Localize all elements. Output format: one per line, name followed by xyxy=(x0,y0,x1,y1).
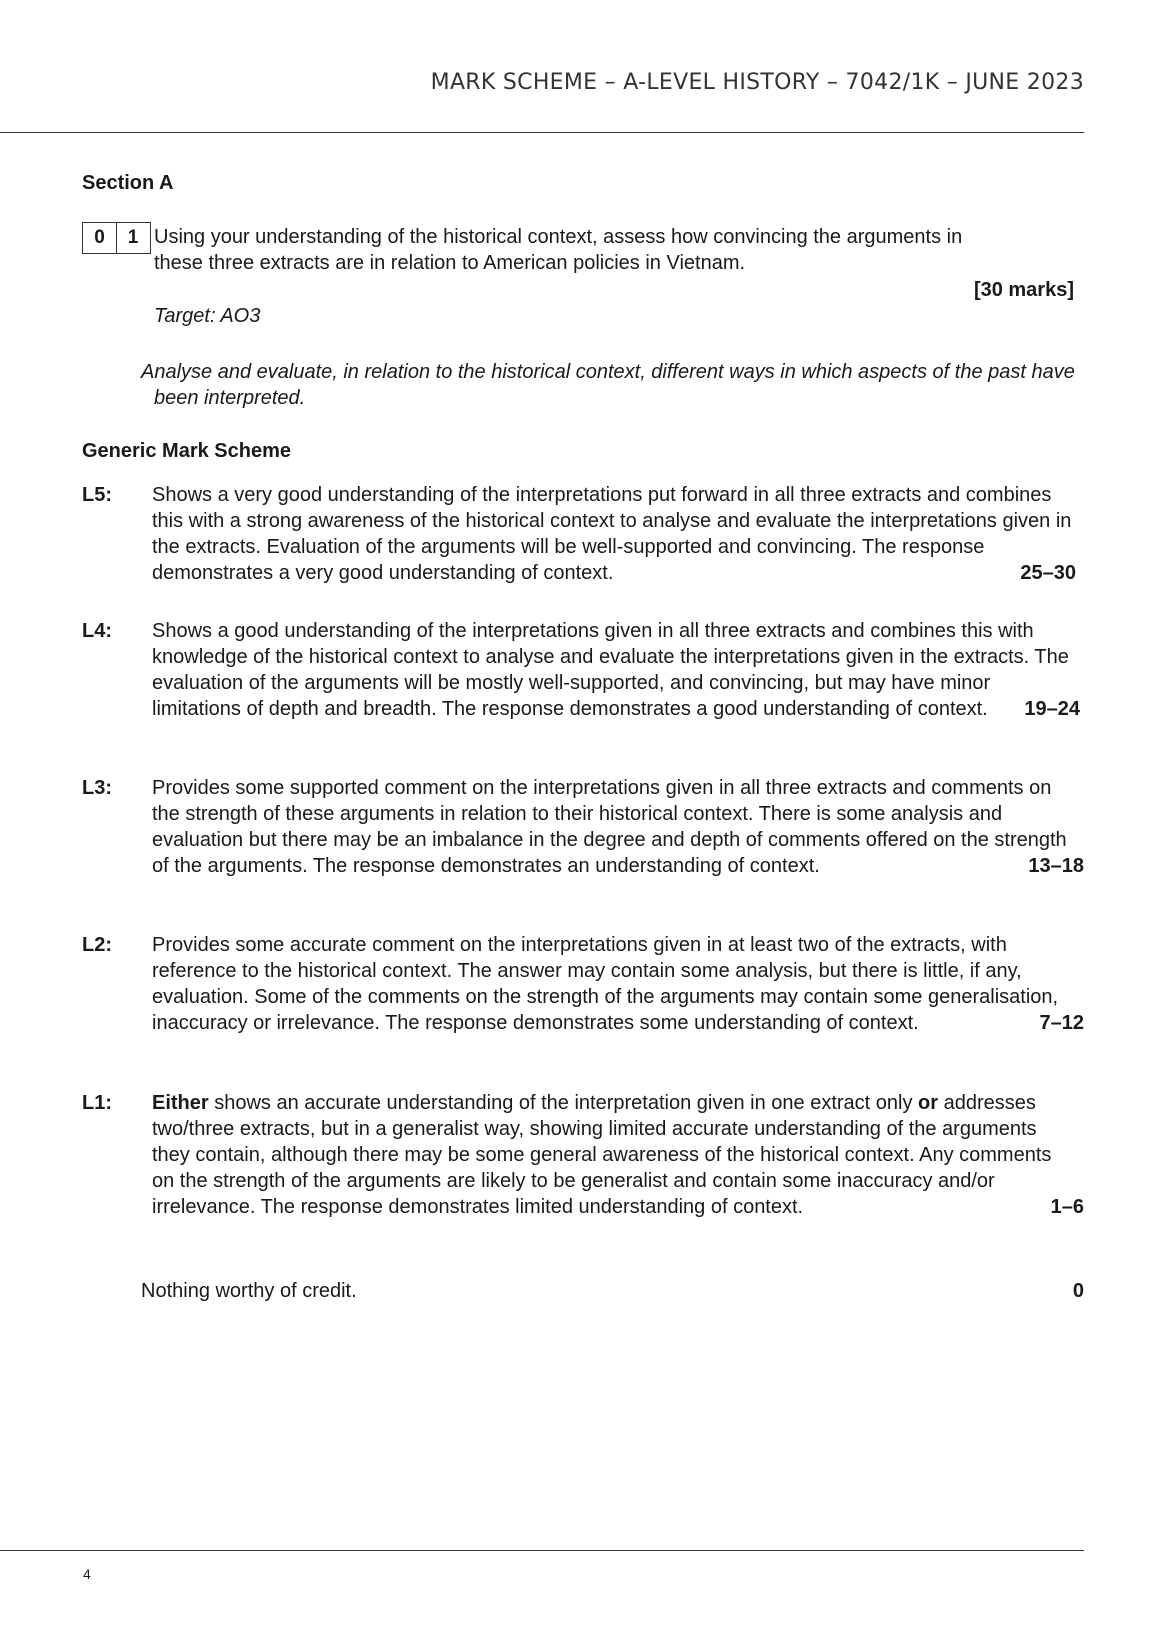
question-marks: [30 marks] xyxy=(973,279,1074,301)
level-2 xyxy=(82,932,1084,1036)
or-keyword: or xyxy=(918,1092,939,1114)
level-code: L5: xyxy=(82,484,112,506)
question-digit-2: 1 xyxy=(116,222,151,254)
level-description: Provides some supported comment on the interpretations given in all three extracts and comments on the strength of these arguments in relation to their historical context. There is some analysis and evaluation but there may be an imbalance in the degree and depth of comments offered on the strength of the arguments. The response demonstrates an understanding of context. xyxy=(152,777,1067,877)
level-description: Provides some accurate comment on the interpretations given in at least two of the extracts, with reference to the historical context. The answer may contain some analysis, but there is little, if any, evaluation. Some of the comments on the strength of the arguments may contain some generalisation, inaccuracy or irrelevance. The response demonstrates some understanding of context. xyxy=(152,934,1059,1034)
header-rule xyxy=(0,132,1084,133)
section-title: Section A xyxy=(82,172,174,194)
level-mark-range: 1–6 xyxy=(1050,1196,1084,1218)
level-mark-range: 25–30 xyxy=(1020,562,1076,584)
generic-mark-scheme-title: Generic Mark Scheme xyxy=(82,440,291,462)
ao-description: Analyse and evaluate, in relation to the historical context, different ways in which aspects of the past have been interpreted. xyxy=(141,361,1075,409)
level-3 xyxy=(82,775,1084,879)
assessment-target: Target: AO3 xyxy=(154,305,261,327)
level-description: Shows a very good understanding of the interpretations put forward in all three extracts and combines this with a strong awareness of the historical context to analyse and evaluate the interpretations given in the extracts. Evaluation of the arguments will be well-supported and convincing. The response demonstrates a very good understanding of context. xyxy=(152,484,1072,584)
nothing-worthy-text: Nothing worthy of credit. xyxy=(141,1280,357,1302)
page-header: MARK SCHEME – A-LEVEL HISTORY – 7042/1K – JUNE 2023 xyxy=(430,70,1084,95)
level-description: Either shows an accurate understanding of the interpretation given in one extract only or addresses two/three extracts, but in a generalist way, showing limited accurate understanding of the arguments they contain, although there may be some general awareness of the historical context. Any comments on the strength of the arguments are likely to be generalist and contain some inaccuracy and/or irrelevance. The response demonstrates limited understanding of context. xyxy=(152,1092,1052,1218)
level-code: L3: xyxy=(82,777,112,799)
level-code: L1: xyxy=(82,1092,112,1114)
question-digit-1: 0 xyxy=(82,222,117,254)
level-mark-range: 7–12 xyxy=(1039,1012,1084,1034)
level-5 xyxy=(82,482,1084,586)
level-code: L4: xyxy=(82,620,112,642)
question-number-box xyxy=(82,222,149,254)
level-code: L2: xyxy=(82,934,112,956)
level-description: Shows a good understanding of the interpretations given in all three extracts and combines this with knowledge of the historical context to analyse and evaluate the interpretations given in the extracts. The evaluation of the arguments will be mostly well-supported, and convincing, but may have minor limitations of depth and breadth. The response demonstrates a good understanding of context. xyxy=(152,620,1069,720)
either-keyword: Either xyxy=(152,1092,209,1114)
page-number: 4 xyxy=(83,1566,91,1582)
question-text: Using your understanding of the historical context, assess how convincing the arguments in these three extracts are in relation to American policies in Vietnam. xyxy=(154,226,963,274)
nothing-worthy-mark: 0 xyxy=(1072,1280,1084,1302)
level-4 xyxy=(82,618,1084,722)
level-mark-range: 19–24 xyxy=(1024,698,1080,720)
level-mark-range: 13–18 xyxy=(1028,855,1084,877)
level-1 xyxy=(82,1090,1084,1220)
footer-rule xyxy=(0,1550,1084,1551)
